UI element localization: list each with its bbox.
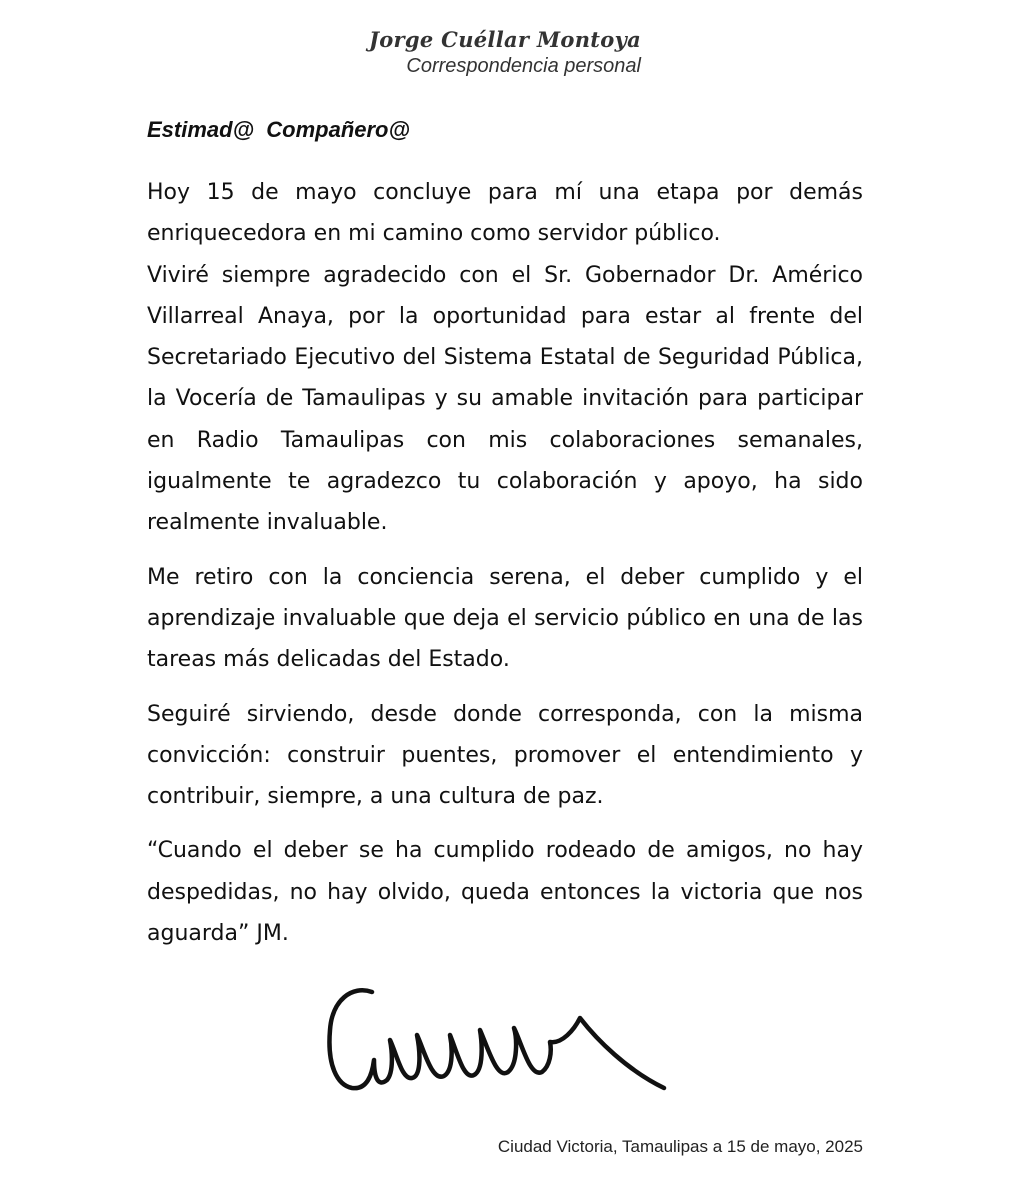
paragraph-5: “Cuando el deber se ha cumplido rodeado de amigos, no hay despedidas, no hay olvido, queda entonces la victoria que nos aguarda” JM. [147, 838, 863, 947]
paragraph-1: Hoy 15 de mayo concluye para mí una etapa por demás enriquecedora en mi camino como servidor público. [147, 180, 863, 247]
letterhead [369, 26, 641, 78]
paragraph-2: Viviré siempre agradecido con el Sr. Gobernador Dr. Américo Villarreal Anaya, por la oportunidad para estar al frente del Secretariado Ejecutivo del Sistema Estatal de Seguridad Pública, la Vocería de Tamaulipas y su amable invitación para participar en Radio Tamaulipas con mis colaboraciones semanales, igualmente te agradezco tu colaboración y apoyo, ha sido realmente invaluable. [147, 262, 863, 536]
paragraph-3: Me retiro con la conciencia serena, el deber cumplido y el aprendizaje invaluable que deja el servicio público en una de las tareas más delicadas del Estado. [147, 564, 863, 673]
letter-body [147, 115, 863, 967]
paragraph-4: Seguiré sirviendo, desde donde corresponda, con la misma convicción: construir puentes, promover el entendimiento y contribuir, siempre, a una cultura de paz. [147, 701, 863, 810]
handwritten-signature [312, 980, 692, 1100]
letterhead-subtitle: Correspondencia personal [406, 55, 641, 77]
greeting: Estimad@ Compañero@ [147, 117, 410, 142]
place-date: Ciudad Victoria, Tamaulipas a 15 de mayo, 2025 [497, 1137, 863, 1156]
letterhead-name: Jorge Cuéllar Montoya [369, 27, 641, 52]
